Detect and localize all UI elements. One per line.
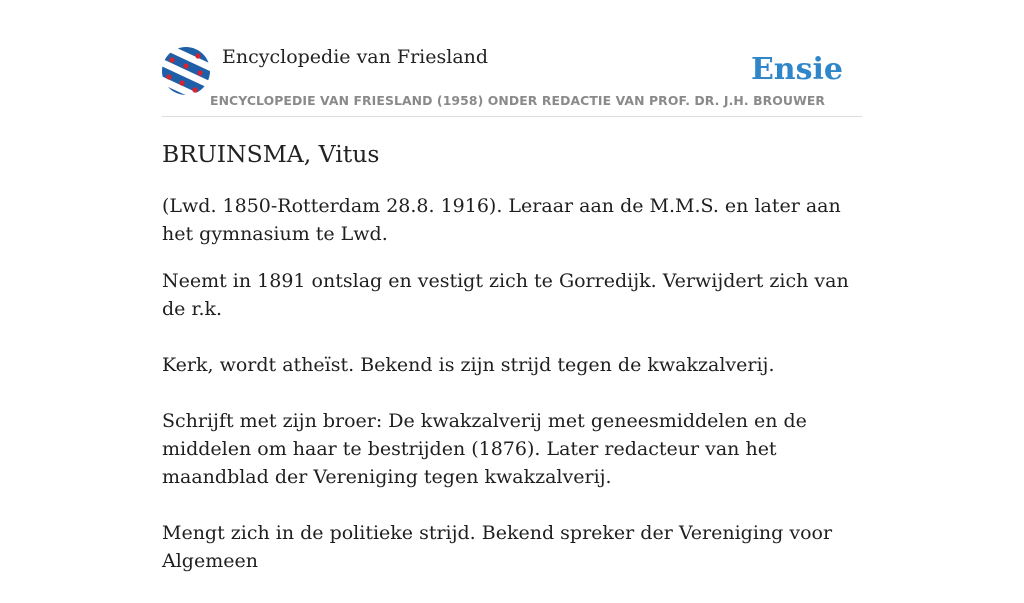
site-header: [162, 0, 862, 117]
article-title: BRUINSMA, Vitus: [162, 140, 380, 168]
source-title[interactable]: Encyclopedie van Friesland: [222, 46, 489, 68]
article-paragraph: Mengt zich in de politieke strijd. Bekend spreker der Vereniging voor Algemeen: [162, 522, 833, 572]
source-subtitle: ENCYCLOPEDIE VAN FRIESLAND (1958) ONDER REDACTIE VAN PROF. DR. J.H. BROUWER: [210, 93, 826, 108]
page-container: [162, 0, 862, 572]
article-paragraph: Kerk, wordt atheïst. Bekend is zijn strijd tegen de kwakzalverij.: [162, 354, 775, 376]
article-body: [162, 192, 862, 603]
article-paragraph: Schrijft met zijn broer: De kwakzalverij met geneesmiddelen en de middelen om haar te bestrijden (1876). Later redacteur van het maandblad der Vereniging tegen kwakzalverij.: [162, 410, 807, 488]
article-paragraph: Neemt in 1891 ontslag en vestigt zich te Gorredijk. Verwijdert zich van de r.k.: [162, 270, 849, 320]
ensie-brand-link[interactable]: Ensie: [750, 52, 843, 87]
frisian-flag-icon[interactable]: [162, 47, 210, 95]
article-lead: (Lwd. 1850-Rotterdam 28.8. 1916). Leraar aan de M.M.S. en later aan het gymnasium te Lwd.: [162, 195, 841, 245]
